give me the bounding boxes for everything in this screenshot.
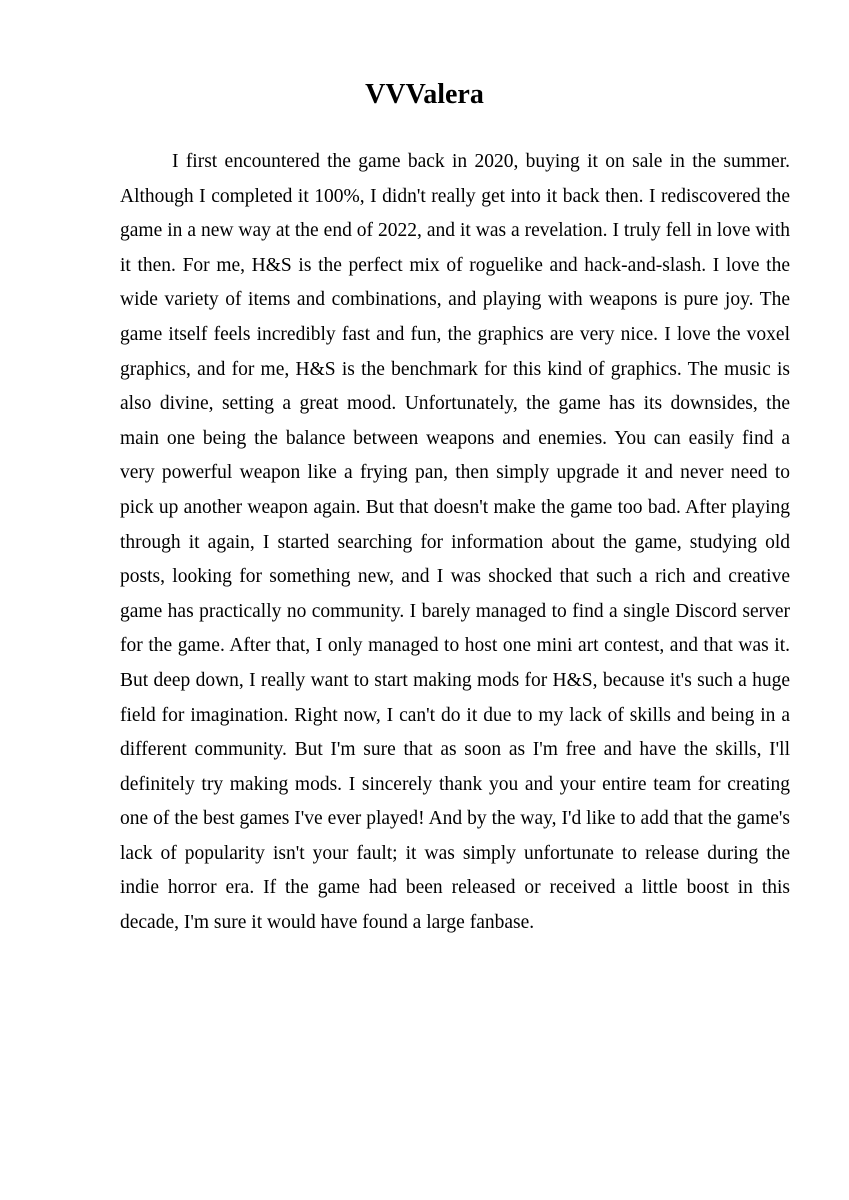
document-body-paragraph: I first encountered the game back in 2020, buying it on sale in the summer. Although I completed it 100%, I didn't really get into it back then. I rediscovered the game in a new way at the end of 2022, and it was a revelation. I truly fell in love with it then. For me, H&S is the perfect mix of roguelike and hack-and-slash. I love the wide variety of items and combinations, and playing with weapons is pure joy. The game itself feels incredibly fast and fun, the graphics are very nice. I love the voxel graphics, and for me, H&S is the benchmark for this kind of graphics. The music is also divine, setting a great mood. Unfortunately, the game has its downsides, the main one being the balance between weapons and enemies. You can easily find a very powerful weapon like a frying pan, then simply upgrade it and never need to pick up another weapon again. But that doesn't make the game too bad. After playing through it again, I started searching for information about the game, studying old posts, looking for something new, and I was shocked that such a rich and creative game has practically no community. I barely managed to find a single Discord server for the game. After that, I only managed to host one mini art contest, and that was it. But deep down, I really want to start making mods for H&S, because it's such a huge field for imagination. Right now, I can't do it due to my lack of skills and being in a different community. But I'm sure that as soon as I'm free and have the skills, I'll definitely try making mods. I sincerely thank you and your entire team for creating one of the best games I've ever played! And by the way, I'd like to add that the game's lack of popularity isn't your fault; it was simply unfortunate to release during the indie horror era. If the game had been released or received a little boost in this decade, I'm sure it would have found a large fanbase. — [120, 151, 790, 934]
document-title: VVValera — [365, 79, 484, 110]
